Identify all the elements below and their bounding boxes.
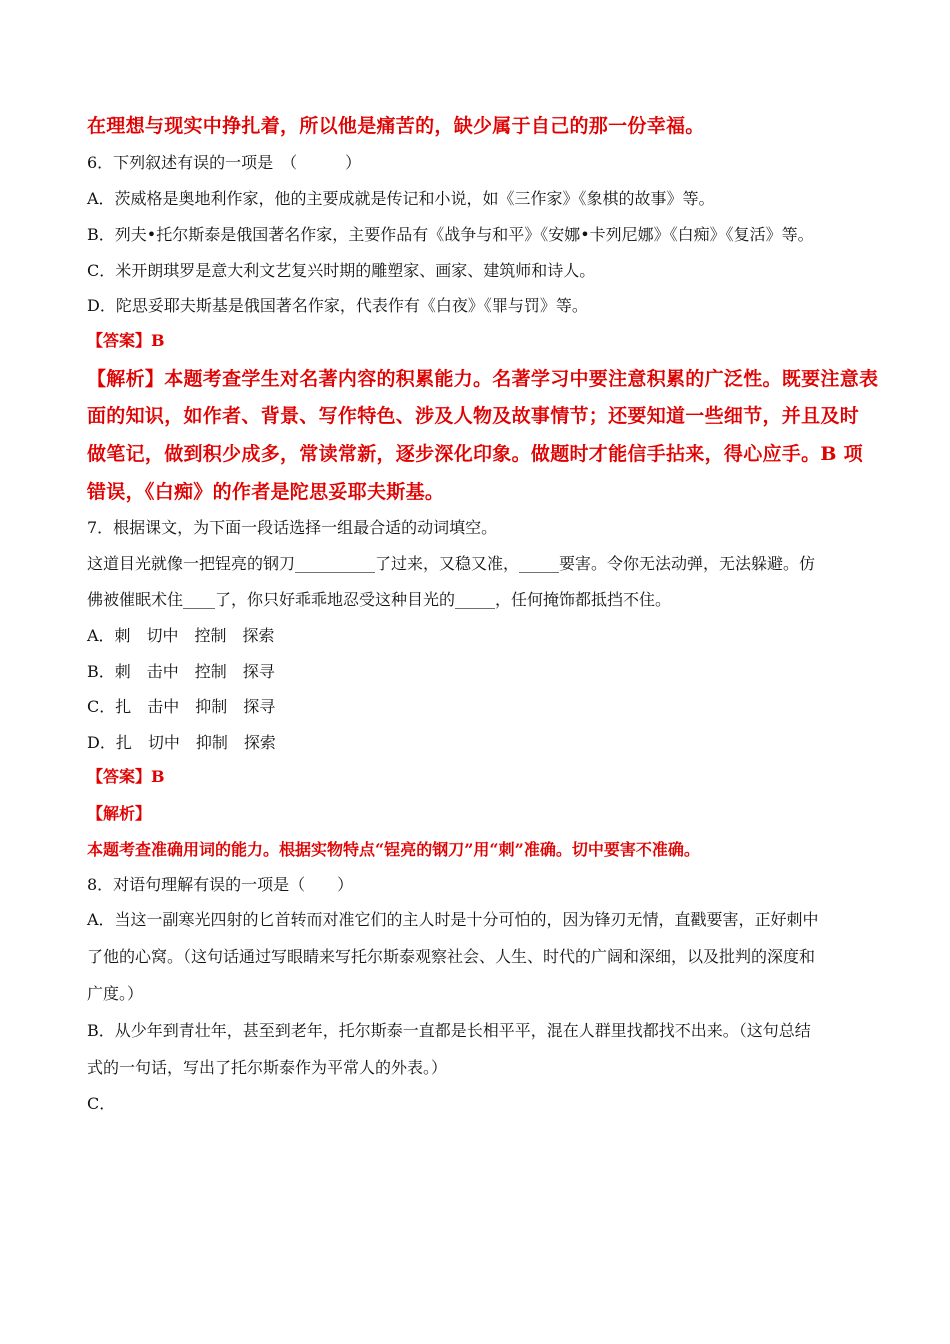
question-6-option-a: A．茨威格是奥地利作家，他的主要成就是传记和小说，如《三作家》《象棋的故事》等。 [87,189,715,208]
question-7-option-c: C．扎 击中 抑制 探寻 [87,697,276,716]
question-7-passage-line-1: 这道目光就像一把锃亮的钢刀__________了过来，又稳又准，_____要害。令你无法动弹，无法躲避。仿 [87,554,816,573]
question-6-analysis-line-3: 做笔记，做到积少成多，常读常新，逐步深化印象。做题时才能信手拈来，得心应手。B 项 [87,443,863,465]
question-8-option-a-line-3: 广度。） [87,984,144,1003]
question-7-option-b: B．刺 击中 控制 探寻 [87,662,275,681]
question-7-answer: 【答案】B [87,767,165,786]
question-6-option-c: C．米开朗琪罗是意大利文艺复兴时期的雕塑家、画家、建筑师和诗人。 [87,261,596,280]
question-6-analysis-line-1: 【解析】本题考查学生对名著内容的积累能力。名著学习中要注意积累的广泛性。既要注意表 [87,368,879,390]
question-6-option-b: B．列夫•托尔斯泰是俄国著名作家，主要作品有《战争与和平》《安娜•卡列尼娜》《白痴》《复活》等。 [87,225,814,244]
question-6-stem: 6．下列叙述有误的一项是 （ ） [87,153,362,172]
question-7-stem: 7．根据课文，为下面一段话选择一组最合适的动词填空。 [87,518,498,537]
question-7-option-d: D．扎 切中 抑制 探索 [87,733,276,752]
question-6-option-d: D．陀思妥耶夫斯基是俄国著名作家，代表作有《白夜》《罪与罚》等。 [87,296,588,315]
question-6-answer: 【答案】B [87,331,165,350]
question-8-option-b-line-2: 式的一句话，写出了托尔斯泰作为平常人的外表。） [87,1058,448,1077]
question-7-analysis: 本题考查准确用词的能力。根据实物特点“锃亮的钢刀”用“刺”准确。切中要害不准确。 [87,840,700,859]
question-8-option-a-line-2: 了他的心窝。（这句话通过写眼睛来写托尔斯泰观察社会、人生、时代的广阔和深细，以及批判的深度和 [87,947,816,966]
question-8-option-c: C． [87,1094,116,1113]
question-6-analysis-line-2: 面的知识，如作者、背景、写作特色、涉及人物及故事情节；还要知道一些细节，并且及时 [87,405,860,427]
question-7-passage-line-2: 佛被催眠术住____了，你只好乖乖地忍受这种目光的_____，任何掩饰都抵挡不住。 [87,590,672,609]
intro-text: 在理想与现实中挣扎着，所以他是痛苦的，缺少属于自己的那一份幸福。 [87,115,705,137]
question-6-analysis-line-4: 错误，《白痴》的作者是陀思妥耶夫斯基。 [87,481,445,503]
question-8-option-b-line-1: B．从少年到青壮年，甚至到老年，托尔斯泰一直都是长相平平，混在人群里找都找不出来。（这句总结 [87,1021,811,1040]
question-7-analysis-label: 【解析】 [87,804,152,823]
question-8-stem: 8．对语句理解有误的一项是（ ） [87,875,354,894]
question-8-option-a-line-1: A．当这一副寒光四射的匕首转而对准它们的主人时是十分可怕的，因为锋刃无情，直戳要害，正好刺中 [87,910,819,929]
question-7-option-a: A．刺 切中 控制 探索 [87,626,275,645]
